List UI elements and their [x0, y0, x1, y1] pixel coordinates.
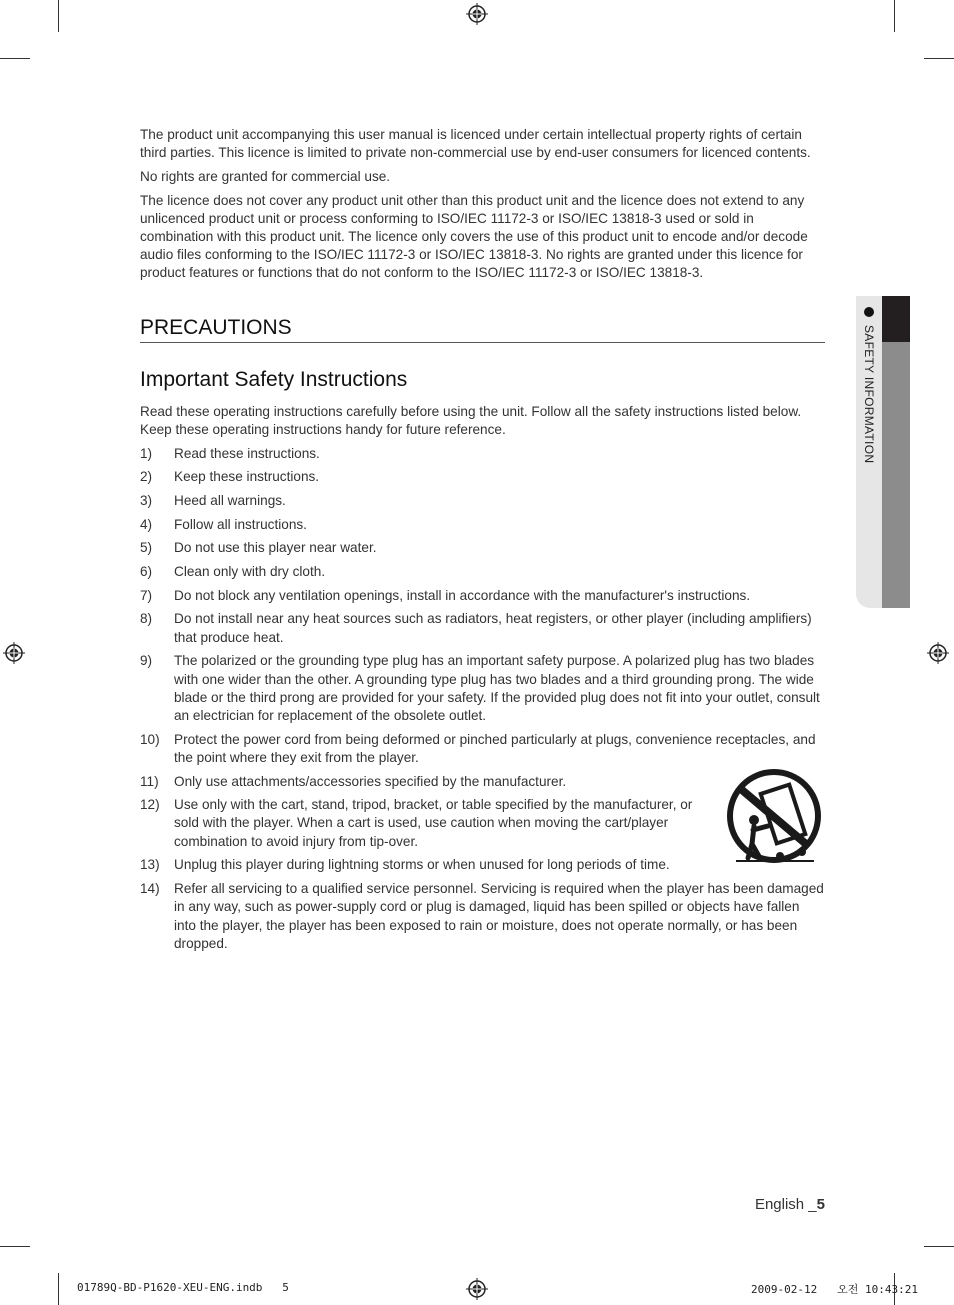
list-item: [140, 539, 825, 557]
item-number: 5): [140, 540, 153, 556]
crop-mark: [924, 1246, 954, 1247]
list-item: [140, 610, 825, 646]
list-item: [140, 468, 825, 486]
crop-mark: [58, 1273, 59, 1305]
list-item: [140, 516, 825, 534]
item-text: Read these instructions.: [174, 445, 320, 461]
list-item: [140, 587, 825, 605]
item-text: Follow all instructions.: [174, 516, 307, 532]
item-number: 12): [140, 797, 160, 813]
item-number: 1): [140, 445, 153, 461]
item-text: The polarized or the grounding type plug has an important safety purpose. A polarized plug has two blades with one wider than the other. A grounding type plug has two blades and a third grounding prong. The wide blade or the third prong are provided for your safety. If the provided plug does not fit into your outlet, consult an electrician for replacement of the obsolete outlet.: [174, 653, 820, 723]
bullet-dot-icon: [864, 307, 874, 317]
item-number: 10): [140, 731, 160, 747]
item-number: 4): [140, 516, 153, 532]
item-text: Refer all servicing to a qualified service personnel. Servicing is required when the player has been damaged in any way, such as power-supply cord or plug is damaged, liquid has been spilled or objects have fallen into the player, the player has been exposed to rain or moisture, does not operate normally, or has been dropped.: [174, 881, 824, 951]
item-text: Use only with the cart, stand, tripod, bracket, or table specified by the manufacturer, or sold with the player. When a cart is used, use caution when moving the cart/player combination to avoid injury from tip-over.: [174, 797, 693, 849]
list-item: [140, 652, 825, 725]
registration-target-icon: [466, 3, 488, 25]
side-tab-strip: [882, 342, 910, 608]
footer-file-name: 01789Q-BD-P1620-XEU-ENG.indb 5: [77, 1281, 289, 1294]
page-number: [755, 1196, 825, 1213]
subsection-intro: Read these operating instructions carefully before using the unit. Follow all the safety instructions listed below. Keep these operating instructions handy for future reference.: [140, 403, 802, 437]
registration-target-icon: [466, 1278, 488, 1300]
list-item: [140, 880, 825, 953]
side-tab-label: SAFETY INFORMATION: [862, 325, 876, 464]
intro-paragraph: The product unit accompanying this user manual is licenced under certain intellectual property rights of certain third parties. This licence is limited to private non-commercial use by end-user consumers for licenced contents.: [140, 127, 811, 161]
section-title: PRECAUTIONS: [140, 315, 825, 343]
registration-target-icon: [927, 642, 949, 664]
list-item: [140, 773, 825, 791]
crop-mark: [0, 58, 30, 59]
item-number: 3): [140, 492, 153, 508]
item-number: 11): [140, 773, 159, 789]
crop-mark: [894, 0, 895, 32]
item-text: Do not use this player near water.: [174, 540, 377, 556]
list-item: [140, 856, 825, 874]
item-text: Do not block any ventilation openings, install in accordance with the manufacturer's instructions.: [174, 587, 751, 603]
page-label: English _: [754, 1196, 817, 1213]
list-item: [140, 796, 825, 851]
intro-paragraph: No rights are granted for commercial use.: [140, 168, 391, 184]
item-number: 13): [140, 857, 160, 873]
item-number: 8): [140, 611, 153, 627]
item-text: Protect the power cord from being deformed or pinched particularly at plugs, convenience receptacles, and the point where they exit from the player.: [174, 731, 816, 765]
item-text: Do not install near any heat sources such as radiators, heat registers, or other player (including amplifiers) that produce heat.: [174, 611, 812, 645]
item-text: Unplug this player during lightning storms or when unused for long periods of time.: [174, 857, 670, 873]
subsection-title: Important Safety Instructions: [140, 367, 408, 391]
item-text: Keep these instructions.: [174, 469, 320, 485]
registration-target-icon: [3, 642, 25, 664]
page-number-value: 5: [816, 1196, 825, 1213]
item-number: 6): [140, 564, 153, 580]
instruction-list: [140, 445, 825, 953]
item-number: 7): [140, 587, 153, 603]
item-number: 9): [140, 653, 153, 669]
page-content: [140, 126, 825, 958]
cart-tip-over-warning-icon: [724, 768, 824, 866]
crop-mark: [58, 0, 59, 32]
crop-mark: [924, 58, 954, 59]
item-number: 14): [140, 881, 160, 897]
crop-mark: [0, 1246, 30, 1247]
item-text: Heed all warnings.: [174, 492, 286, 508]
intro-paragraph: The licence does not cover any product unit other than this product unit and the licence does not extend to any unlicenced product unit or process conforming to ISO/IEC 11172-3 or ISO/IEC 13818-3 used or sold in combination with this product unit. The licence only covers the use of this product unit to encode and/or decode audio files conforming to the ISO/IEC 11172-3 or ISO/IEC 13818-3. No rights are granted under this licence for product features or functions that do not conform to the ISO/IEC 11172-3 or ISO/IEC 13818-3.: [140, 192, 808, 281]
item-number: 2): [140, 469, 153, 485]
list-item: [140, 445, 825, 463]
item-text: Clean only with dry cloth.: [174, 564, 326, 580]
list-item: [140, 563, 825, 581]
footer-timestamp: 2009-02-12 오전 10:43:21: [751, 1283, 918, 1296]
list-item: [140, 492, 825, 510]
list-item: [140, 731, 825, 767]
item-text: Only use attachments/accessories specified by the manufacturer.: [174, 773, 567, 789]
side-tab-marker: [882, 296, 910, 342]
